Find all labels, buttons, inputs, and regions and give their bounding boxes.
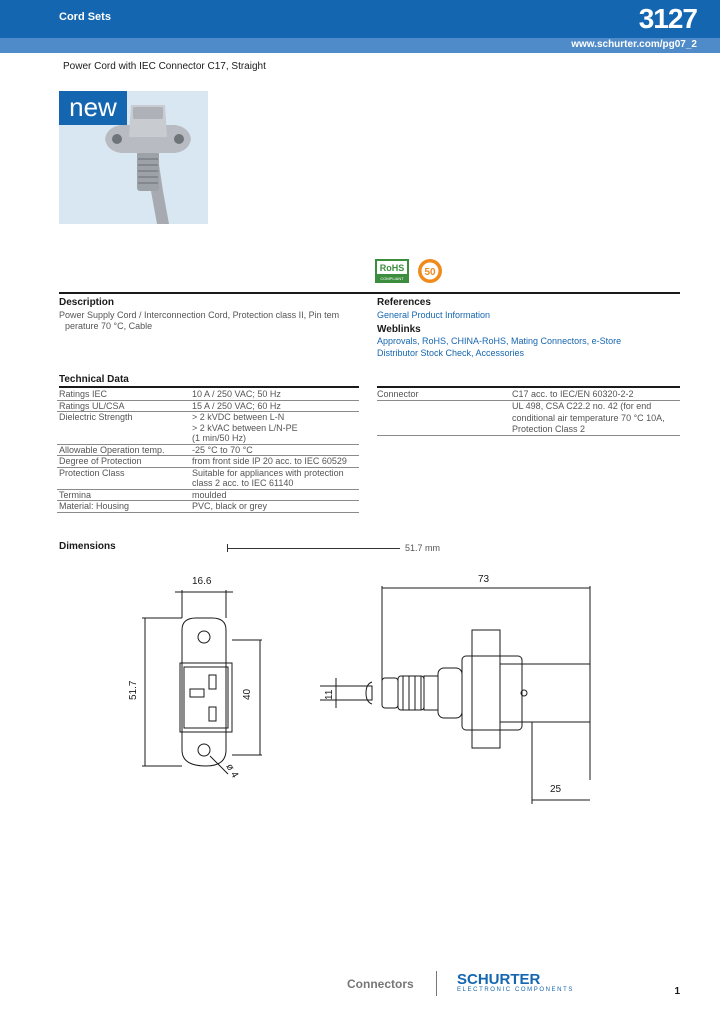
connector-line-1: C17 acc. to IEC/EN 60320-2-2 bbox=[512, 389, 634, 399]
dim-diameter: 11 bbox=[324, 689, 335, 700]
weblinks-heading: Weblinks bbox=[377, 324, 421, 335]
general-info-link[interactable]: General Product Information bbox=[377, 310, 491, 320]
row-value: PVC, black or grey bbox=[190, 501, 359, 513]
dim-front-width: 16.6 bbox=[192, 576, 212, 587]
technical-heading: Technical Data bbox=[59, 374, 129, 385]
page-number: 1 bbox=[674, 986, 680, 997]
row-label: Ratings IEC bbox=[57, 389, 190, 400]
description-heading: Description bbox=[59, 297, 115, 308]
footer-category: Connectors bbox=[347, 977, 414, 991]
row-label: Protection Class bbox=[59, 467, 125, 478]
row-label: Allowable Operation temp. bbox=[57, 444, 190, 456]
weblinks-line-2[interactable]: Distributor Stock Check, Accessories bbox=[377, 348, 525, 358]
weblinks-line-1[interactable]: Approvals, RoHS, CHINA-RoHS, Mating Connectors, e-Store bbox=[377, 336, 622, 346]
description-line-1: Power Supply Cord / Interconnection Cord, Protection class II, Pin tem bbox=[59, 310, 340, 320]
row-label bbox=[57, 433, 190, 444]
table-row bbox=[57, 400, 359, 412]
table-row bbox=[57, 412, 359, 423]
dim-front-height: 51.7 bbox=[128, 680, 139, 700]
row-value: Suitable for appliances with protection bbox=[192, 467, 344, 478]
row-label bbox=[57, 423, 190, 434]
row-label: Dielectric Strength bbox=[59, 412, 133, 422]
table-row bbox=[57, 489, 359, 501]
section-rule bbox=[59, 292, 680, 294]
row-value: > 2 kVAC between L/N-PE bbox=[192, 422, 298, 433]
category-label: Cord Sets bbox=[59, 11, 111, 23]
brand-name: SCHURTER bbox=[457, 971, 541, 988]
dim-hole: ø 4 bbox=[223, 762, 241, 781]
connector-line-3: conditional air temperature 70 °C 10A, bbox=[512, 413, 665, 423]
connector-rule-bottom bbox=[377, 435, 680, 436]
technical-table bbox=[57, 389, 359, 513]
row-value: > 2 kVDC between L-N bbox=[192, 412, 285, 422]
scale-label: 51.7 mm bbox=[405, 543, 441, 553]
dim-front-inner: 40 bbox=[242, 688, 253, 700]
schurter-logo bbox=[457, 971, 574, 993]
series-number: 3127 bbox=[638, 3, 697, 34]
web-link[interactable]: www.schurter.com/pg07_2 bbox=[571, 39, 697, 50]
header-bar bbox=[0, 0, 720, 38]
row-label: Termina bbox=[57, 489, 190, 501]
url-bar bbox=[0, 38, 720, 53]
table-row bbox=[57, 501, 359, 513]
product-title: Power Cord with IEC Connector C17, Straight bbox=[63, 61, 266, 72]
row-value: from front side IP 20 acc. to IEC 60529 bbox=[190, 456, 359, 468]
connector-line-2: UL 498, CSA C22.2 no. 42 (for end bbox=[512, 401, 652, 411]
dimension-drawing bbox=[120, 560, 610, 815]
row-value: moulded bbox=[190, 489, 359, 501]
row-value: (1 min/50 Hz) bbox=[190, 433, 359, 444]
row-value: -25 °C to 70 °C bbox=[190, 444, 359, 456]
rohs-sub-text: COMPLIANT bbox=[380, 276, 404, 281]
china-rohs-logo bbox=[418, 259, 442, 283]
rohs-logo bbox=[375, 259, 409, 283]
table-row bbox=[57, 456, 359, 468]
table-row bbox=[57, 433, 359, 444]
footer-divider bbox=[436, 971, 437, 996]
row-value: 15 A / 250 VAC; 60 Hz bbox=[190, 400, 359, 412]
connector-label: Connector bbox=[377, 389, 419, 399]
table-row bbox=[57, 478, 359, 489]
scale-bar bbox=[227, 548, 400, 549]
table-row bbox=[57, 467, 359, 478]
table-row bbox=[57, 423, 359, 434]
new-badge: new bbox=[59, 91, 127, 125]
row-value: 10 A / 250 VAC; 50 Hz bbox=[190, 389, 359, 400]
row-label bbox=[57, 478, 190, 489]
description-line-2: perature 70 °C, Cable bbox=[65, 321, 153, 331]
china-rohs-number: 50 bbox=[424, 267, 436, 278]
table-row bbox=[57, 444, 359, 456]
row-label: Degree of Protection bbox=[57, 456, 190, 468]
rohs-text: RoHS bbox=[379, 263, 405, 273]
references-heading: References bbox=[377, 297, 431, 308]
certification-logos bbox=[375, 257, 455, 292]
dim-length: 73 bbox=[478, 574, 490, 585]
dim-side-width: 25 bbox=[550, 784, 562, 795]
row-label: Material: Housing bbox=[57, 501, 190, 513]
technical-rule-right bbox=[377, 386, 680, 388]
technical-rule-left bbox=[59, 386, 359, 388]
row-label: Ratings UL/CSA bbox=[57, 400, 190, 412]
connector-line-4: Protection Class 2 bbox=[512, 424, 586, 434]
table-row bbox=[57, 389, 359, 400]
dimensions-heading: Dimensions bbox=[59, 541, 116, 552]
row-value: class 2 acc. to IEC 61140 bbox=[190, 478, 359, 489]
brand-tagline: ELECTRONIC COMPONENTS bbox=[457, 987, 574, 993]
